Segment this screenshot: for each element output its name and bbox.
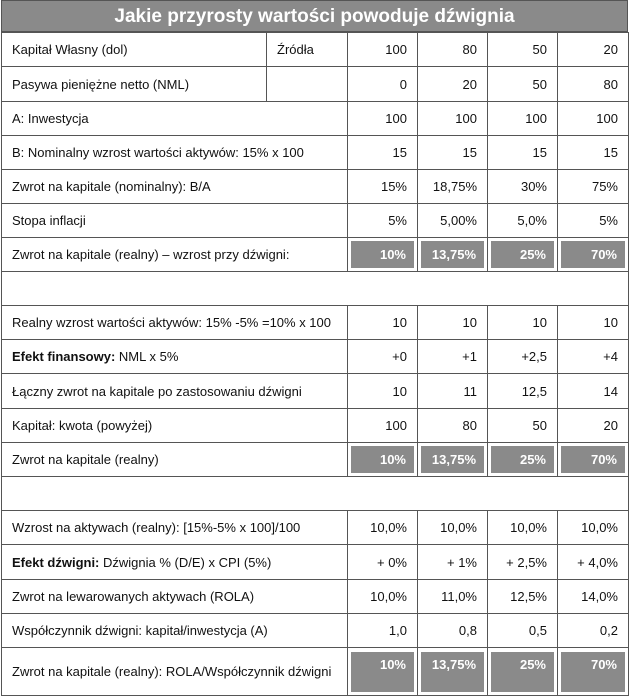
table-row [2,340,629,374]
empty-cell [267,67,348,102]
row-label: Wzrost na aktywach (realny): [15%-5% x 100]/100 [2,511,348,545]
table-row [2,306,629,340]
highlight-value: 25% [491,652,554,692]
cell: 75% [558,170,629,204]
row-label: Zwrot na kapitale (realny) – wzrost przy dźwigni: [2,238,348,272]
row-label-bold: Efekt finansowy: [12,349,116,364]
cell: 10 [558,306,629,340]
cell: 10 [488,306,558,340]
highlight-value: 70% [561,446,625,473]
cell: 0 [348,67,418,102]
cell: 18,75% [418,170,488,204]
cell: 10,0% [418,511,488,545]
leverage-table-container [1,0,628,696]
cell: 100 [418,102,488,136]
row-label: Łączny zwrot na kapitale po zastosowaniu dźwigni [2,374,348,409]
cell: 50 [488,409,558,443]
cell: 20 [558,409,629,443]
cell: 1,0 [348,614,418,648]
highlight-value: 13,75% [421,241,484,268]
cell: + 1% [418,545,488,580]
row-label [2,340,348,374]
cell: 100 [348,102,418,136]
row-label: Kapitał: kwota (powyżej) [2,409,348,443]
table-row [2,67,629,102]
cell: 50 [488,67,558,102]
cell: 80 [418,33,488,67]
row-label: A: Inwestycja [2,102,348,136]
cell: 50 [488,33,558,67]
table-row [2,648,629,696]
cell: 100 [348,409,418,443]
cell: +1 [418,340,488,374]
row-label: Realny wzrost wartości aktywów: 15% -5% =10% x 100 [2,306,348,340]
table-row [2,580,629,614]
cell: 11,0% [418,580,488,614]
cell: 100 [348,33,418,67]
cell: 0,2 [558,614,629,648]
cell: 5% [558,204,629,238]
table-row [2,136,629,170]
highlight-cell [558,238,629,272]
cell: 100 [488,102,558,136]
cell: 15 [488,136,558,170]
highlight-cell [488,648,558,696]
row-label-rest: Dźwignia % (D/E) x CPI (5%) [99,554,272,570]
table-row [2,511,629,545]
row-label: Zwrot na kapitale (nominalny): B/A [2,170,348,204]
highlight-cell [348,443,418,477]
spacer-cell [2,272,629,306]
highlight-cell [348,648,418,696]
cell: 15% [348,170,418,204]
cell: 100 [558,102,629,136]
cell: 5,00% [418,204,488,238]
cell: 0,8 [418,614,488,648]
cell: 10,0% [348,580,418,614]
row-label: B: Nominalny wzrost wartości aktywów: 15% x 100 [2,136,348,170]
table-row [2,374,629,409]
cell: 11 [418,374,488,409]
highlight-value: 10% [351,652,414,692]
row-label: Współczynnik dźwigni: kapitał/inwestycja (A) [2,614,348,648]
table-row [2,204,629,238]
highlight-cell [418,648,488,696]
table-row [2,545,629,580]
highlight-value: 13,75% [421,446,484,473]
table-row [2,443,629,477]
cell: + 2,5% [488,545,558,580]
highlight-value: 13,75% [421,652,484,692]
cell: 5,0% [488,204,558,238]
cell: + 0% [348,545,418,580]
cell: 20 [418,67,488,102]
highlight-value: 10% [351,241,414,268]
cell: +4 [558,340,629,374]
row-label: Stopa inflacji [2,204,348,238]
highlight-value: 70% [561,241,625,268]
cell: 20 [558,33,629,67]
cell: 15 [418,136,488,170]
highlight-value: 70% [561,652,625,692]
cell: 30% [488,170,558,204]
cell: 10 [418,306,488,340]
table-row [2,170,629,204]
table-row [2,238,629,272]
cell: 80 [418,409,488,443]
table-row [2,33,629,67]
table-row [2,409,629,443]
cell: 10,0% [558,511,629,545]
row-label: Kapitał Własny (dol) [2,33,267,67]
cell: 15 [558,136,629,170]
cell: 12,5 [488,374,558,409]
leverage-table [1,32,629,696]
cell: 0,5 [488,614,558,648]
row-label: Zwrot na lewarowanych aktywach (ROLA) [2,580,348,614]
highlight-cell [558,443,629,477]
cell: 10,0% [488,511,558,545]
row-label-rest: NML x 5% [115,349,179,364]
highlight-cell [488,238,558,272]
row-label-bold: Efekt dźwigni: [12,554,100,570]
cell: 10 [348,374,418,409]
cell: 10 [348,306,418,340]
highlight-cell [488,443,558,477]
table-title: Jakie przyrosty wartości powoduje dźwignia [1,0,628,32]
highlight-value: 25% [491,446,554,473]
cell: + 4,0% [558,545,629,580]
spacer-row [2,272,629,306]
cell: 5% [348,204,418,238]
highlight-value: 10% [351,446,414,473]
highlight-cell [348,238,418,272]
row-label: Zwrot na kapitale (realny) [2,443,348,477]
highlight-cell [418,238,488,272]
cell: 14,0% [558,580,629,614]
cell: 12,5% [488,580,558,614]
highlight-cell [558,648,629,696]
highlight-value: 25% [491,241,554,268]
sources-label: Źródła [267,33,348,67]
cell: +0 [348,340,418,374]
cell: 15 [348,136,418,170]
cell: 14 [558,374,629,409]
cell: 10,0% [348,511,418,545]
highlight-cell [418,443,488,477]
cell: 80 [558,67,629,102]
row-label: Zwrot na kapitale (realny): ROLA/Współczynnik dźwigni [2,648,348,696]
spacer-row [2,477,629,511]
row-label [2,545,348,580]
cell: +2,5 [488,340,558,374]
table-row [2,614,629,648]
spacer-cell [2,477,629,511]
row-label: Pasywa pieniężne netto (NML) [2,67,267,102]
table-row [2,102,629,136]
